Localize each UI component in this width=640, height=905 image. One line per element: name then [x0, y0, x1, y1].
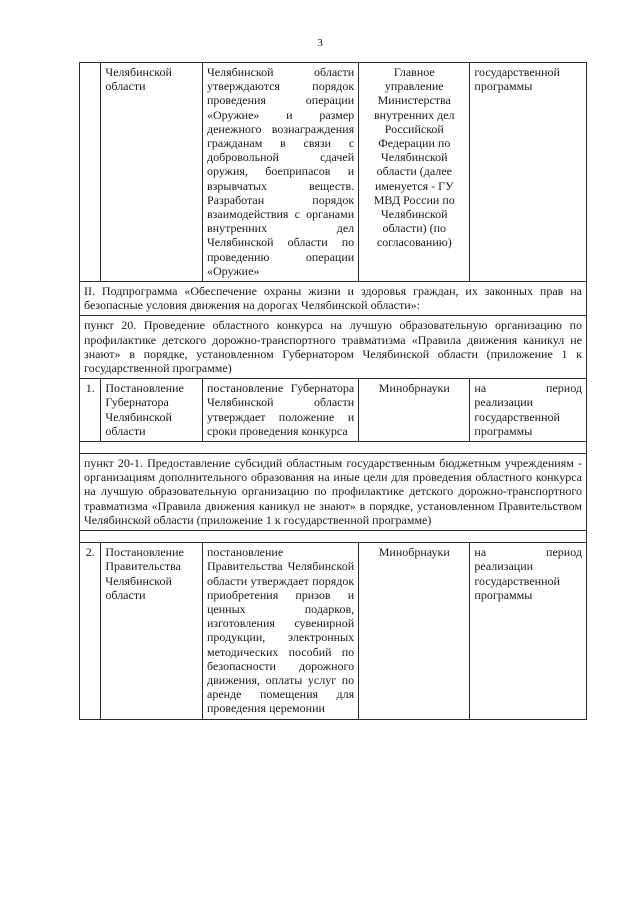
document-content-cell: Челябинской области утверждаются порядок проведения операции «Оружие» и размер денежного вознаграждения гражданам в связи с добровольной сдачей оружия, боеприпасов и взрывчатых веществ. Разработан порядок взаимодействия с органами внутренних дел Челябинской области по проведению операции «Оружие»	[203, 63, 359, 282]
table-row	[80, 379, 587, 442]
item-20-1-heading: пункт 20-1. Предоставление субсидий областным государственным бюджетным учреждениям - организациям дополнительного образования на иные цели для проведения областного конкурса на лучшую образовательную организацию по профилактике детского дорожно-транспортного травматизма «Правила движения каникул не знают» в порядке, установленном Правительством Челябинской области (приложение 1 к государственной программе)	[80, 454, 587, 531]
document-content-cell: постановление Губернатора Челябинской области утверждает положение и сроки проведения конкурса	[203, 379, 359, 442]
document-type-cell: Постановление Правительства Челябинской области	[101, 543, 203, 719]
item-20-heading: пункт 20. Проведение областного конкурса на лучшую образовательную организацию по профилактике детского дорожно-транспортного травматизма «Правила движения каникул не знают» в порядке, установленном Губернатором Челябинской области (приложение 1 к государственной программе)	[80, 316, 587, 379]
section-row	[80, 454, 587, 531]
executor-cell: Главное управление Министерства внутренних дел Российской Федерации по Челябинской области (далее именуется - ГУ МВД России по Челябинской области) (по согласованию)	[359, 63, 470, 282]
row-number: 2.	[80, 543, 101, 719]
subprogram-row	[80, 282, 587, 316]
section-row	[80, 316, 587, 379]
term-cell: государственной программы	[470, 63, 587, 282]
row-number	[80, 63, 101, 282]
spacer-row	[80, 442, 587, 454]
document-type-cell: Постановление Губернатора Челябинской области	[101, 379, 203, 442]
measures-table	[79, 62, 587, 720]
row-number: 1.	[80, 379, 101, 442]
term-cell: на период реализации государственной программы	[470, 543, 587, 719]
table-row	[80, 63, 587, 282]
document-type-cell: Челябинской области	[101, 63, 203, 282]
table-row	[80, 543, 587, 719]
term-cell: на период реализации государственной программы	[470, 379, 587, 442]
document-content-cell: постановление Правительства Челябинской области утверждает порядок приобретения призов и ценных подарков, изготовления сувенирной продукции, электронных методических пособий по безопасности дорожного движения, оплаты услуг по аренде помещения для проведения церемонии	[203, 543, 359, 719]
subprogram-heading: II. Подпрограмма «Обеспечение охраны жизни и здоровья граждан, их законных прав на безопасные условия движения на дорогах Челябинской области»:	[80, 282, 587, 316]
executor-cell: Минобрнауки	[359, 379, 470, 442]
spacer-row	[80, 531, 587, 543]
page-number: 3	[317, 37, 323, 49]
executor-cell: Минобрнауки	[359, 543, 470, 719]
